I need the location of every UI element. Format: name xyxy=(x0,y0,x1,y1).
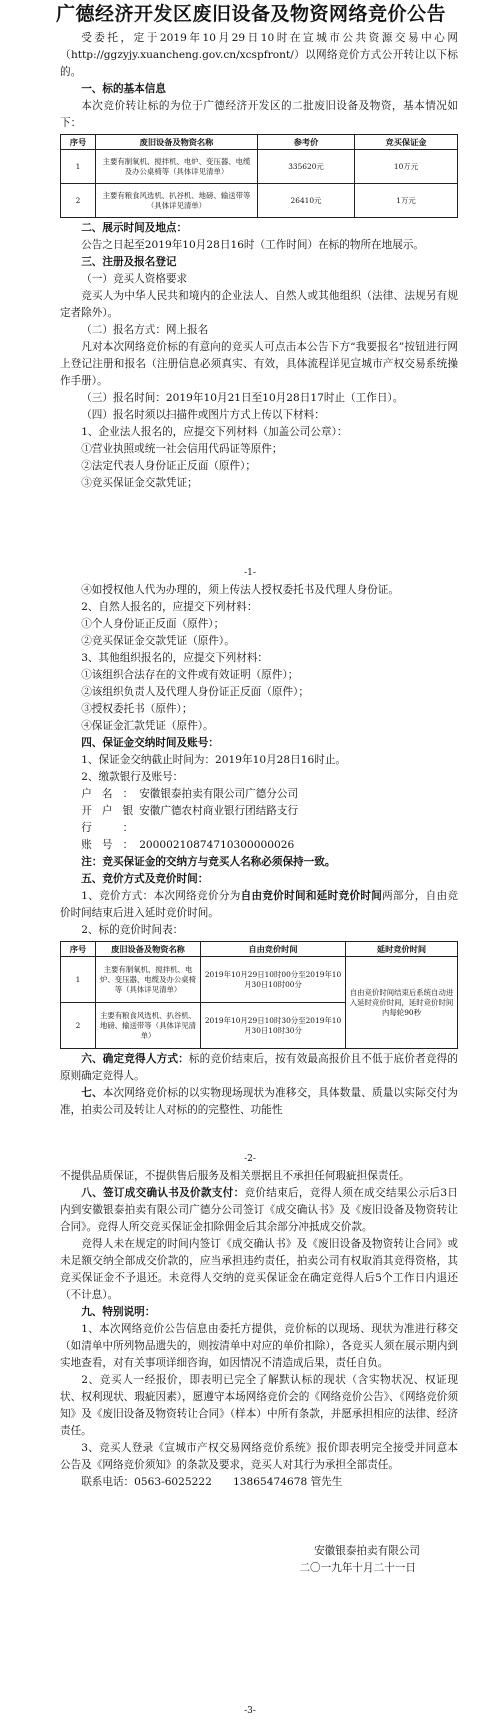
cell-name: 主要有粮食风选机、扒谷机、地磅、输送带等（具体详见清单） xyxy=(96,184,258,218)
items-table-header xyxy=(61,135,458,150)
items-table xyxy=(60,134,458,218)
cell-no: 2 xyxy=(61,184,96,218)
signature-date: 二〇一九年十月二十一日 xyxy=(299,1562,416,1574)
list-item: ①个人身份证正反面（原件）； xyxy=(81,618,225,630)
cell-deposit: 1万元 xyxy=(355,184,458,218)
section3-heading: 三、注册及报名登记 xyxy=(81,256,177,268)
list-item: ②该组织负责人及代理人身份证正反面（原件）； xyxy=(81,686,309,698)
bidding-method-b: 自由竞价时间和延时竞价时间 xyxy=(240,890,383,902)
section5-heading: 五、竞价方式及竞价时间： xyxy=(81,873,209,885)
list-item: ②竞买保证金交款凭证（原件）。 xyxy=(81,635,235,647)
signature-company: 安徽银泰拍卖有限公司 xyxy=(314,1545,420,1557)
section4-heading: 四、保证金交纳时间及账号： xyxy=(81,737,219,749)
cell-delay-time: 自由竞价时间结束后系统自动进入延时竞价时间，延时竞价时间内每轮90秒 xyxy=(346,957,458,1049)
list-item: 2、竞买人一经报价，即表明已完全了解默认标的现状（含实物状况、权证现状、权利现状、瑕疵因素），愿遵守本场网络竞价会的《网络竞价公告》、《网络竞价须知》及《废旧设备及物资转让合同》（样本）中所有条款，并愿承担相应的法律、经济责任。 xyxy=(60,1374,458,1437)
page-number-2: -2- xyxy=(244,1154,256,1164)
cell-name: 主要有制氧机、搅拌机、电炉、变压器、电缆及办公桌椅等（具体详见清单） xyxy=(96,150,258,184)
cell-no: 1 xyxy=(61,957,96,1003)
section2-text: 公告之日起至2019年10月28日16时（工作时间）在标的物所在地展示。 xyxy=(81,239,425,251)
cell-no: 1 xyxy=(61,150,96,184)
cell-name: 主要有粮食风选机、扒谷机、地磅、输送带等（具体详见清单） xyxy=(96,1003,201,1049)
section2-heading: 二、展示时间及地点： xyxy=(81,222,188,234)
cell-no: 2 xyxy=(61,1003,96,1049)
section3-sub2-text: 凡对本次网络竞价标的有意向的竞买人可点击本公告下方“我要报名”按钮进行网上登记注册和报名（注册信息必须真实、有效，具体流程详见宣城市产权交易系统操作手册）。 xyxy=(60,341,458,387)
account-number-label: 账号： xyxy=(81,839,134,851)
section3-sub3: （三）报名时间：2019年10月21日至10月28日17时止（工作日）。 xyxy=(81,392,404,404)
list-item: ②法定代表人身份证正反面（原件）； xyxy=(81,460,256,472)
section7-text-continued: 不提供品质保证，不提供售后服务及相关票据且不承担任何瑕疵担保责任。 xyxy=(60,1170,410,1182)
account-name-label: 户名： xyxy=(81,788,134,800)
cell-free-time: 2019年10月29日10时00分至2019年10月30日10时00分 xyxy=(201,957,346,1003)
section6-heading: 六、确定竞得人方式： xyxy=(81,1053,189,1065)
th-name: 废旧设备及物资名称 xyxy=(96,942,201,957)
table-row xyxy=(61,184,458,218)
document-title: 广德经济开发区废旧设备及物资网络竞价公告 xyxy=(55,3,446,25)
list-item: ④如授权他人代为办理的，须上传法人授权委托书及代理人身份证。 xyxy=(81,584,399,596)
other-materials: 3、其他组织报名的，应提交下列材料： xyxy=(81,652,269,664)
contact-phone: 联系电话：0563-6025222 13865474678 管先生 xyxy=(81,1476,343,1488)
section1-heading: 一、标的基本信息 xyxy=(81,83,166,95)
cell-deposit: 10万元 xyxy=(355,150,458,184)
table-row xyxy=(61,150,458,184)
deposit-deadline: 1、保证金交纳截止时间为：2019年10月28日16时止。 xyxy=(81,754,347,766)
schedule-table xyxy=(60,941,458,1049)
th-no: 序号 xyxy=(61,942,96,957)
section3-sub1: （一）竞买人资格要求 xyxy=(81,273,188,285)
section3-sub1-text: 竞买人为中华人民共和境内的企业法人、自然人或其他组织（法律、法规另有规定者除外）。 xyxy=(60,290,458,319)
section7-text: 本次网络竞价标的以实物现场现状为准移交，具体数量、质量以实际交付为准，拍卖公司及转让人对标的的完整性、功能性 xyxy=(60,1087,459,1116)
th-free-time: 自由竞价时间 xyxy=(201,942,346,957)
bank-label: 开户银行： xyxy=(81,805,134,834)
bank-value: 安徽广德农村商业银行团结路支行 xyxy=(139,805,299,817)
corp-materials: 1、企业法人报名的，应提交下列材料（加盖公司公章）： xyxy=(81,426,348,438)
th-no: 序号 xyxy=(61,135,96,150)
account-name-row xyxy=(60,786,458,803)
list-item: ③竞买保证金交款凭证； xyxy=(81,477,198,489)
account-number-value: 20000210874710300000026 xyxy=(139,839,295,851)
person-materials: 2、自然人报名的，应提交下列材料： xyxy=(81,601,258,613)
account-number-row xyxy=(60,837,458,854)
intro-paragraph: 受委托，定于2019年10月29日10时在宣城市公共资源交易中心网（http://ggzyjy.xuancheng.gov.cn/xcspfront/）以网络竞价方式公开转让以下标的。 xyxy=(60,32,458,78)
cell-free-time: 2019年10月29日10时30分至2019年10月30日10时30分 xyxy=(201,1003,346,1049)
cell-price: 335620元 xyxy=(258,150,355,184)
bidding-method xyxy=(60,888,458,922)
th-price: 参考价 xyxy=(258,135,355,150)
list-item: ①该组织合法存在的文件或有效证明（原件）； xyxy=(81,669,299,681)
section7-heading: 七、 xyxy=(81,1087,103,1099)
list-item: ①营业执照或统一社会信用代码证等原件； xyxy=(81,443,283,455)
section8-heading: 八、签订成交确认书及价款支付： xyxy=(81,1187,245,1199)
list-item: 3、竞买人登录《宣城市产权交易网络竞价系统》报价即表明完全接受并同意本公告及《网络竞价须知》的条款及要求，竞买人对其行为承担全部责任。 xyxy=(60,1442,458,1471)
table-row xyxy=(61,957,458,1003)
list-item: 1、本次网络竞价公告信息由委托方提供，竞价标的以现场、现状为准进行移交（如清单中所列物品遗失的，则按清单中对应的单价扣除），各竞买人须在展示期内到实地查看，对有关事项详细咨询，如因情况不清造成后果，责任自负。 xyxy=(60,1323,458,1369)
section6-text: 标的竞价结束后，按有效最高报价且不低于底价者竞得的原则确定竞得人。 xyxy=(60,1053,459,1082)
document-page-2 xyxy=(0,582,500,1119)
list-item: ③授权委托书（原件）； xyxy=(81,703,193,715)
bidding-method-a: 1、竞价方式：本次网络竞价分为 xyxy=(81,890,241,902)
section8-text: 竞价结束后，竞得人须在成交结果公示后3日内到安徽银泰拍卖有限公司广德分公司签订《成交确认书》及《废旧设备及物资转让合同》。竞得人所交竞买保证金扣除佣金后其余部分冲抵成交价款。 xyxy=(60,1187,458,1233)
bank-label: 2、缴款银行及账号： xyxy=(81,771,184,783)
section6 xyxy=(60,1051,458,1085)
schedule-label: 2、标的竞价时间表： xyxy=(81,924,184,936)
section3-sub2: （二）报名方式：网上报名 xyxy=(81,324,209,336)
schedule-table-header xyxy=(61,942,458,957)
page-number-3: -3- xyxy=(244,1706,256,1716)
th-name: 废旧设备及物资名称 xyxy=(96,135,258,150)
bidding-method-c: 两部分，自由竞价时间结束后进入延时竞价时间。 xyxy=(60,890,459,919)
section3-sub4: （四）报名时须以扫描件或图片方式上传以下材料： xyxy=(81,409,325,421)
th-deposit: 竞买保证金 xyxy=(355,135,458,150)
th-delay-time: 延时竞价时间 xyxy=(346,942,458,957)
section8 xyxy=(60,1185,458,1236)
document-page-3 xyxy=(0,1168,500,1577)
document-page-1 xyxy=(0,2,500,492)
section8-text2: 竞得人未在规定的时间内签订《成交确认书》及《废旧设备及物资转让合同》或未足额交纳全部成交价款的，应当承担违约责任，拍卖公司有权取消其竞得资格，其竞买保证金不予退还。未竞得人交纳的竞买保证金在确定竞得人后5个工作日内退还（不计息）。 xyxy=(60,1238,458,1301)
section9-heading: 九、特别说明： xyxy=(81,1306,156,1318)
page-number-1: -1- xyxy=(244,568,256,578)
section7 xyxy=(60,1085,458,1119)
section1-text: 本次竞价转让标的为位于广德经济开发区的二批废旧设备及物资，基本情况如下： xyxy=(60,100,458,129)
cell-price: 26410元 xyxy=(258,184,355,218)
cell-name: 主要有制氧机、搅拌机、电炉、变压器、电缆及办公桌椅等（具体详见清单） xyxy=(96,957,201,1003)
deposit-note: 注：竞买保证金的交纳方与竞买人名称必须保持一致。 xyxy=(81,856,336,868)
list-item: ④保证金汇款凭证（原件）。 xyxy=(81,720,214,732)
bank-row xyxy=(60,803,458,837)
account-name-value: 安徽银泰拍卖有限公司广德分公司 xyxy=(139,788,299,800)
